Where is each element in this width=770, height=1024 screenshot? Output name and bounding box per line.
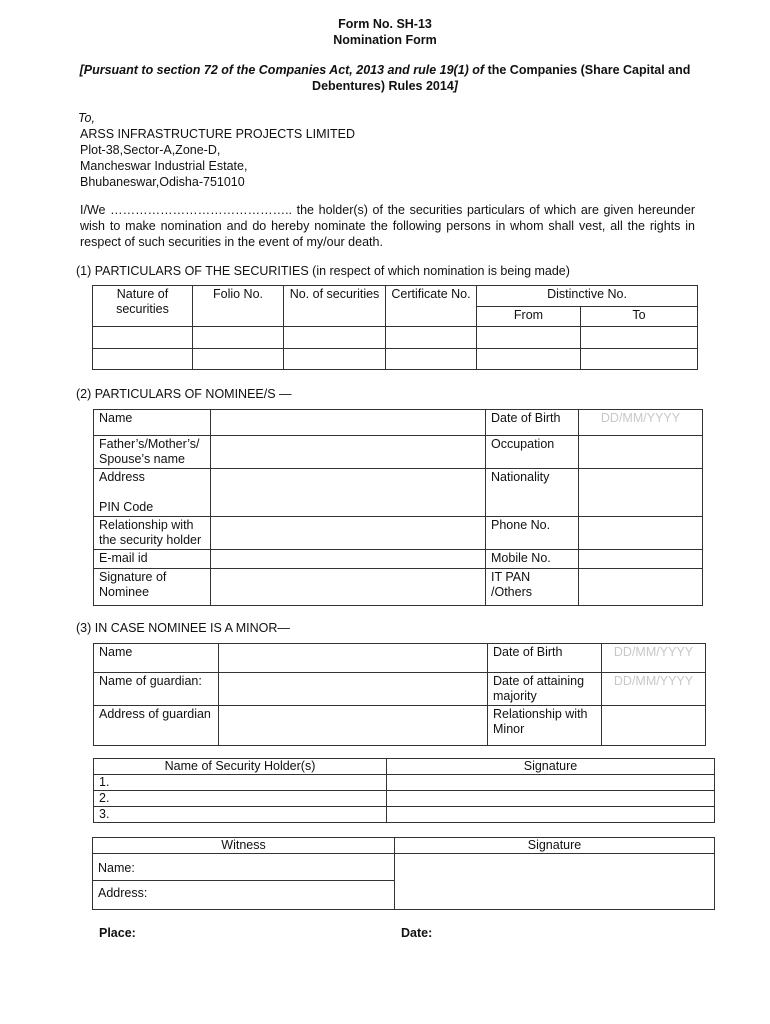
- signature-nominee-field[interactable]: [211, 569, 486, 606]
- minor-dob-field[interactable]: DD/MM/YYYY: [602, 644, 706, 673]
- label-email: E-mail id: [94, 550, 211, 569]
- dob-field[interactable]: DD/MM/YYYY: [579, 410, 703, 436]
- witness-signature-field[interactable]: [395, 854, 715, 910]
- relationship-minor-field[interactable]: [602, 706, 706, 746]
- nominee-table: [93, 409, 703, 606]
- section2-title: (2) PARTICULARS OF NOMINEE/S —: [76, 387, 292, 401]
- nationality-field[interactable]: [579, 469, 703, 517]
- label-guardian-address: Address of guardian: [94, 706, 219, 746]
- header-holder-name: Name of Security Holder(s): [94, 759, 387, 775]
- certificate-field[interactable]: [386, 349, 477, 370]
- header-witness-signature: Signature: [395, 838, 715, 854]
- label-nationality: Nationality: [486, 469, 579, 517]
- label-pin: PIN Code: [99, 500, 154, 514]
- pursuant-italic: [Pursuant to section 72 of the Companies Act, 2013 and rule 19(1) of: [79, 63, 485, 77]
- certificate-field[interactable]: [386, 327, 477, 349]
- section3-title: (3) IN CASE NOMINEE IS A MINOR—: [76, 621, 290, 635]
- mobile-field[interactable]: [579, 550, 703, 569]
- no-of-securities-field[interactable]: [284, 349, 386, 370]
- header-folio: Folio No.: [193, 286, 284, 327]
- holders-table: [93, 758, 715, 823]
- nominee-name-field[interactable]: [211, 410, 486, 436]
- address-field[interactable]: [211, 469, 486, 517]
- form-number: Form No. SH-13: [338, 17, 432, 31]
- address-to: To,: [78, 111, 95, 125]
- to-field[interactable]: [581, 327, 698, 349]
- header-from: From: [477, 307, 581, 327]
- to-field[interactable]: [581, 349, 698, 370]
- table-row: [93, 327, 698, 349]
- address-line: ARSS INFRASTRUCTURE PROJECTS LIMITED: [80, 127, 356, 141]
- label-minor-dob: Date of Birth: [488, 644, 602, 673]
- label-itpan: IT PAN /Others: [486, 569, 579, 606]
- pursuant-rules: the Companies (Share Capital and Debentures) Rules 2014: [312, 63, 691, 93]
- securities-table: [92, 285, 698, 370]
- witness-name-field[interactable]: Name:: [93, 854, 395, 881]
- address-line: Bhubaneswar,Odisha-751010: [80, 175, 245, 189]
- label-majority-date: Date of attaining majority: [488, 673, 602, 706]
- date-label: Date:: [401, 926, 433, 940]
- phone-field[interactable]: [579, 517, 703, 550]
- pursuant-close: ]: [453, 79, 458, 93]
- form-header: [0, 16, 770, 48]
- nature-field[interactable]: [93, 349, 193, 370]
- header-nature: Nature of securities: [93, 286, 193, 327]
- table-row: [94, 775, 715, 791]
- label-dob: Date of Birth: [486, 410, 579, 436]
- header-no-of-securities: No. of securities: [284, 286, 386, 327]
- declaration-text: I/We …………………………………….. the holder(s) of the securities particulars of which are given hereunder wish to make nomination and do hereby nominate the following persons in whom shall vest, all the rights in respect of such securities in the event of my/our death.: [80, 203, 695, 249]
- folio-field[interactable]: [193, 327, 284, 349]
- label-phone: Phone No.: [486, 517, 579, 550]
- no-of-securities-field[interactable]: [284, 327, 386, 349]
- label-signature-nominee: Signature of Nominee: [94, 569, 211, 606]
- from-field[interactable]: [477, 327, 581, 349]
- from-field[interactable]: [477, 349, 581, 370]
- address-line: Mancheswar Industrial Estate,: [80, 159, 248, 173]
- itpan-field[interactable]: [579, 569, 703, 606]
- label-address-pin: [94, 469, 211, 517]
- guardian-name-field[interactable]: [219, 673, 488, 706]
- label-guardian-name: Name of guardian:: [94, 673, 219, 706]
- holder-name-field[interactable]: 1.: [94, 775, 387, 791]
- place-label: Place:: [99, 926, 136, 940]
- father-mother-spouse-field[interactable]: [211, 436, 486, 469]
- form-title: Nomination Form: [333, 33, 437, 47]
- pursuant-clause: [60, 62, 710, 94]
- label-address: Address: [99, 470, 145, 484]
- relationship-field[interactable]: [211, 517, 486, 550]
- minor-name-field[interactable]: [219, 644, 488, 673]
- label-occupation: Occupation: [486, 436, 579, 469]
- holder-signature-field[interactable]: [387, 775, 715, 791]
- label-relationship-minor: Relationship with Minor: [488, 706, 602, 746]
- header-witness: Witness: [93, 838, 395, 854]
- label-relationship: Relationship with the security holder: [94, 517, 211, 550]
- witness-address-field[interactable]: Address:: [93, 881, 395, 910]
- occupation-field[interactable]: [579, 436, 703, 469]
- holder-name-field[interactable]: 2.: [94, 791, 387, 807]
- address-line: Plot-38,Sector-A,Zone-D,: [80, 143, 221, 157]
- holder-signature-field[interactable]: [387, 791, 715, 807]
- header-to: To: [581, 307, 698, 327]
- label-mobile: Mobile No.: [486, 550, 579, 569]
- majority-date-field[interactable]: DD/MM/YYYY: [602, 673, 706, 706]
- header-distinctive: Distinctive No.: [477, 286, 698, 307]
- guardian-address-field[interactable]: [219, 706, 488, 746]
- folio-field[interactable]: [193, 349, 284, 370]
- table-row: [94, 807, 715, 823]
- header-holder-signature: Signature: [387, 759, 715, 775]
- email-field[interactable]: [211, 550, 486, 569]
- minor-table: [93, 643, 706, 746]
- label-father-mother-spouse: Father’s/Mother’s/ Spouse’s name: [94, 436, 211, 469]
- label-name: Name: [94, 410, 211, 436]
- table-row: [93, 349, 698, 370]
- company-address: [78, 110, 355, 190]
- label-minor-name: Name: [94, 644, 219, 673]
- holder-name-field[interactable]: 3.: [94, 807, 387, 823]
- section1-title: (1) PARTICULARS OF THE SECURITIES (in respect of which nomination is being made): [76, 264, 570, 278]
- header-certificate: Certificate No.: [386, 286, 477, 327]
- table-row: [94, 791, 715, 807]
- witness-table: [92, 837, 715, 910]
- nature-field[interactable]: [93, 327, 193, 349]
- holder-signature-field[interactable]: [387, 807, 715, 823]
